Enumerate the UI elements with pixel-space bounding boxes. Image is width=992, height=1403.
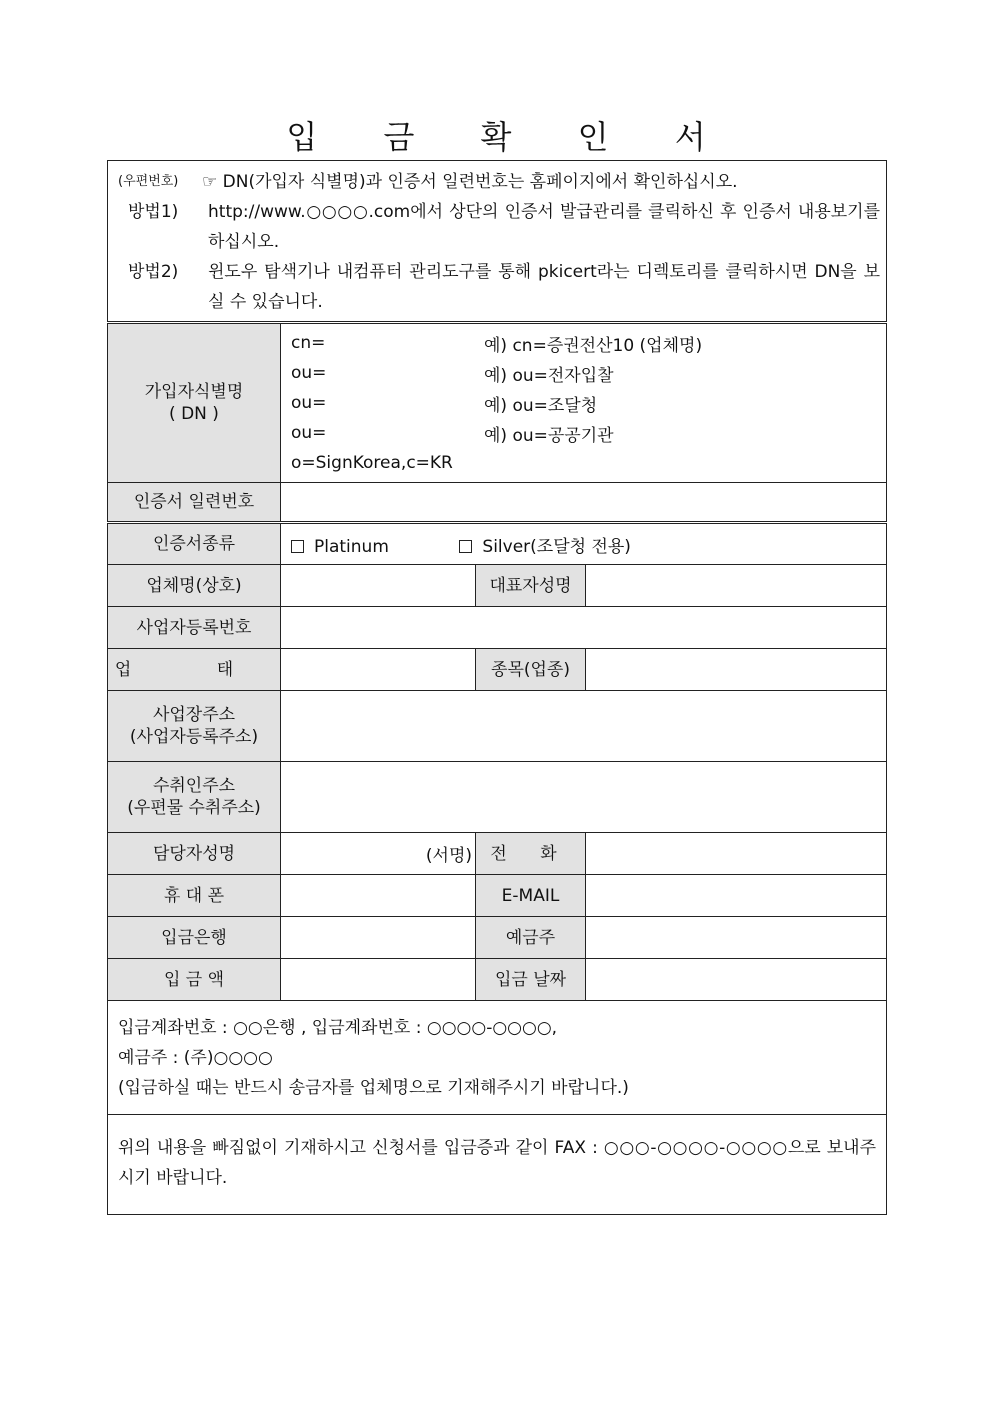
manager-row bbox=[108, 833, 887, 875]
deposit-confirmation-form bbox=[107, 160, 887, 1215]
serial-label: 인증서 일련번호 bbox=[108, 483, 281, 523]
dn-field: ou= bbox=[291, 423, 327, 443]
dn-field: ou= bbox=[291, 363, 327, 383]
bank-label: 입금은행 bbox=[108, 917, 281, 959]
account-info bbox=[108, 1001, 887, 1115]
page-title: 입 금 확 인 서 bbox=[286, 118, 734, 156]
dn-suffix: o=SignKorea,c=KR bbox=[291, 453, 453, 473]
recv-address-label: 수취인주소 (우편물 수취주소) bbox=[108, 762, 281, 833]
cert-type-label: 인증서종류 bbox=[108, 523, 281, 565]
recv-address-input[interactable] bbox=[281, 762, 887, 833]
cert-type-options bbox=[281, 523, 887, 565]
manager-signature-input[interactable] bbox=[281, 833, 476, 875]
mobile-label: 휴 대 폰 bbox=[108, 875, 281, 917]
biz-address-row bbox=[108, 691, 887, 762]
ceo-name-label: 대표자성명 bbox=[476, 565, 586, 607]
postal-code-label: (우편번호) bbox=[118, 174, 179, 189]
serial-row bbox=[108, 483, 887, 523]
biz-item-input[interactable] bbox=[586, 649, 887, 691]
biz-reg-row bbox=[108, 607, 887, 649]
biz-type-input[interactable] bbox=[281, 649, 476, 691]
dn-example: 예) ou=조달청 bbox=[484, 395, 598, 416]
manager-name-label: 담당자성명 bbox=[108, 833, 281, 875]
method1-text: http://www.○○○○.com에서 상단의 인증서 발급관리를 클릭하신 후 인증서 내용보기를 하십시오. bbox=[208, 202, 881, 252]
biz-reg-input[interactable] bbox=[281, 607, 887, 649]
dn-field: ou= bbox=[291, 393, 327, 413]
biz-type-row bbox=[108, 649, 887, 691]
signature-label: (서명) bbox=[425, 846, 472, 866]
biz-reg-label: 사업자등록번호 bbox=[108, 607, 281, 649]
dn-input-cell[interactable] bbox=[281, 323, 887, 483]
company-row bbox=[108, 565, 887, 607]
ceo-name-input[interactable] bbox=[586, 565, 887, 607]
deposit-date-label: 입금 날짜 bbox=[476, 959, 586, 1001]
info-row bbox=[108, 161, 887, 323]
silver-option[interactable] bbox=[459, 537, 631, 557]
method2-label: 방법2) bbox=[128, 262, 179, 282]
biz-address-input[interactable] bbox=[281, 691, 887, 762]
amount-row bbox=[108, 959, 887, 1001]
bank-row bbox=[108, 917, 887, 959]
amount-input[interactable] bbox=[281, 959, 476, 1001]
footer-note bbox=[108, 1115, 887, 1215]
email-label: E-MAIL bbox=[476, 875, 586, 917]
dn-label: 가입자식별명 bbox=[144, 382, 244, 402]
account-line-1: 입금계좌번호 : ○○은행 , 입금계좌번호 : ○○○○-○○○○, bbox=[118, 1017, 558, 1038]
dn-entry bbox=[281, 328, 886, 358]
phone-label: 전 화 bbox=[476, 833, 586, 875]
platinum-option[interactable] bbox=[291, 537, 454, 557]
platinum-label: Platinum bbox=[314, 536, 389, 557]
footer-text: 위의 내용을 빠짐없이 기재하시고 신청서를 입금증과 같이 FAX : ○○○-○○○○-○○○○으로 보내주시기 바랍니다. bbox=[118, 1138, 877, 1188]
dn-entry bbox=[281, 448, 886, 478]
biz-item-label: 종목(업종) bbox=[476, 649, 586, 691]
biz-type-label: 업 태 bbox=[108, 649, 281, 691]
footer-row bbox=[108, 1115, 887, 1215]
dn-example: 예) ou=공공기관 bbox=[484, 425, 614, 446]
platinum-checkbox[interactable] bbox=[291, 540, 304, 553]
company-name-input[interactable] bbox=[281, 565, 476, 607]
dn-label-cell bbox=[108, 323, 281, 483]
mobile-row bbox=[108, 875, 887, 917]
dn-label-sub: ( DN ) bbox=[169, 404, 219, 424]
silver-label: Silver(조달청 전용) bbox=[482, 536, 631, 557]
dn-field: cn= bbox=[291, 333, 326, 353]
dn-entry bbox=[281, 418, 886, 448]
account-line-2: 예금주 : (주)○○○○ bbox=[118, 1047, 273, 1068]
method2-text: 윈도우 탐색기나 내컴퓨터 관리도구를 통해 pkicert라는 디렉토리를 클릭하시면 DN을 보실 수 있습니다. bbox=[208, 262, 881, 312]
account-row bbox=[108, 1001, 887, 1115]
dn-row bbox=[108, 323, 887, 483]
info-cell bbox=[108, 161, 887, 323]
serial-input[interactable] bbox=[281, 483, 887, 523]
dn-example: 예) ou=전자입찰 bbox=[484, 365, 614, 386]
dn-entry bbox=[281, 358, 886, 388]
mobile-input[interactable] bbox=[281, 875, 476, 917]
dn-note: ☞ DN(가입자 식별명)과 인증서 일련번호는 홈페이지에서 확인하십시오. bbox=[202, 172, 738, 192]
depositor-input[interactable] bbox=[586, 917, 887, 959]
biz-address-label: 사업장주소 (사업자등록주소) bbox=[108, 691, 281, 762]
bank-input[interactable] bbox=[281, 917, 476, 959]
dn-example: 예) cn=증권전산10 (업체명) bbox=[484, 335, 703, 356]
recv-address-row bbox=[108, 762, 887, 833]
phone-input[interactable] bbox=[586, 833, 887, 875]
silver-checkbox[interactable] bbox=[459, 540, 472, 553]
dn-entry bbox=[281, 388, 886, 418]
company-name-label: 업체명(상호) bbox=[108, 565, 281, 607]
email-input[interactable] bbox=[586, 875, 887, 917]
account-line-3: (입금하실 때는 반드시 송금자를 업체명으로 기재해주시기 바랍니다.) bbox=[118, 1077, 629, 1098]
amount-label: 입 금 액 bbox=[108, 959, 281, 1001]
cert-type-row bbox=[108, 523, 887, 565]
depositor-label: 예금주 bbox=[476, 917, 586, 959]
deposit-date-input[interactable] bbox=[586, 959, 887, 1001]
method1-label: 방법1) bbox=[128, 202, 179, 222]
